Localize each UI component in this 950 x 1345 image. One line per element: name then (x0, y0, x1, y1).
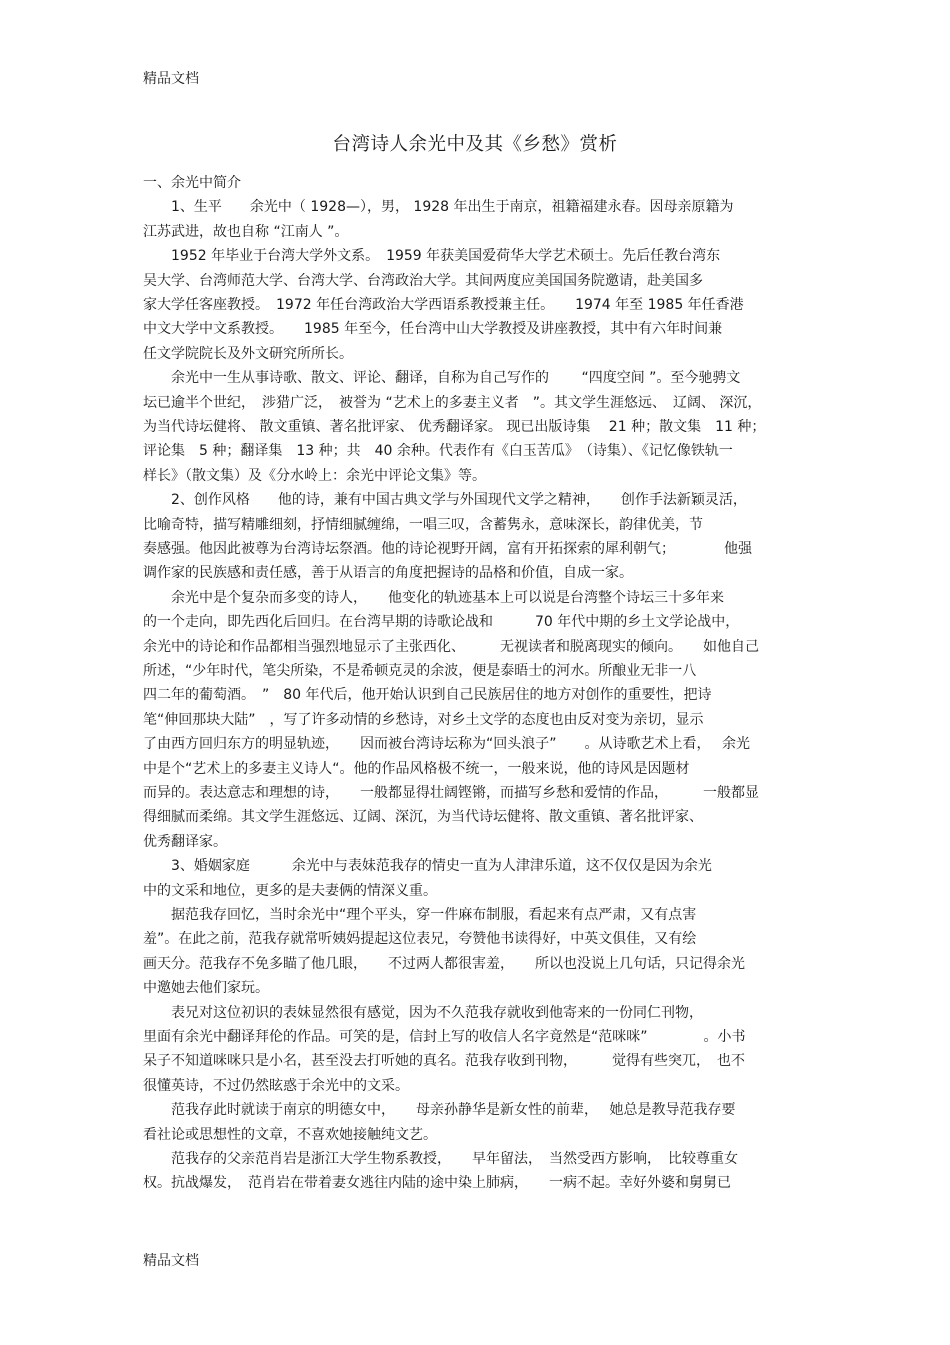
text-line: 比喻奇特，描写精雕细刻，抒情细腻缠绵，一唱三叹，含蓄隽永，意味深长，韵律优美，节 (143, 516, 703, 533)
text-line: 余光中一生从事诗歌、散文、评论、翻译，自称为自己写作的 “四度空间 ”。至今驰骋文 (143, 370, 741, 387)
text-line: 吴大学、台湾师范大学、台湾大学、台湾政治大学。其间两度应美国国务院邀请，赴美国多 (143, 272, 703, 289)
text-line: 1952 年毕业于台湾大学外文系。 1959 年获美国爱荷华大学艺术硕士。先后任教台湾东 (143, 248, 721, 265)
text-line: 笔“伸回那块大陆” ，写了许多动情的乡愁诗，对乡土文学的态度也由反对变为亲切，显示 (143, 711, 704, 728)
text-line: 家大学任客座教授。 1972 年任台湾政治大学西语系教授兼主任。 1974 年至 1985 年任香港 (143, 297, 744, 313)
page-footer: 精品文档 (143, 1253, 199, 1269)
text-line: 所述，“少年时代，笔尖所染，不是希顿克灵的余波，便是泰晤士的河水。所酿业无非一八 (143, 663, 697, 679)
text-line: 任文学院院长及外文研究所所长。 (143, 345, 353, 362)
text-line: 表兄对这位初识的表妹显然很有感觉，因为不久范我存就收到他寄来的一份同仁刊物， (143, 1004, 703, 1021)
text-line: 范我存此时就读于南京的明德女中， 母亲孙静华是新女性的前辈， 她总是教导范我存要 (143, 1102, 736, 1119)
text-line: 范我存的父亲范肖岩是浙江大学生物系教授， 早年留法， 当然受西方影响， 比较尊重女 (143, 1151, 738, 1167)
text-line: 了由西方回归东方的明显轨迹， 因而被台湾诗坛称为“回头浪子” 。从诗歌艺术上看， 余光 (143, 736, 750, 753)
text-line: 2、创作风格 他的诗，兼有中国古典文学与外国现代文学之精神， 创作手法新颖灵活， (143, 492, 747, 509)
text-line: 中文大学中文系教授。 1985 年至今，任台湾中山大学教授及讲座教授，其中有六年时间兼 (143, 321, 723, 338)
section-heading: 一、余光中简介 (143, 175, 241, 191)
text-line: 调作家的民族感和责任感，善于从语言的角度把握诗的品格和价值，自成一家。 (143, 565, 633, 582)
text-line: 评论集 5 种；翻译集 13 种；共 40 余种。代表作有《白玉苦瓜》 （诗集）、《记忆像铁轨一 (143, 443, 733, 460)
text-line: 羞”。在此之前，范我存就常听姨妈提起这位表兄，夸赞他书读得好，中英文俱佳，又有绘 (143, 931, 697, 948)
text-line: 为当代诗坛健将、 散文重镇、著名批评家、 优秀翻译家。 现已出版诗集 21 种；散文集 11 种； (143, 419, 766, 435)
text-line: 而异的。表达意志和理想的诗， 一般都显得壮阔铿锵，而描写乡愁和爱情的作品， 一般都显 (143, 785, 759, 801)
text-line: 呆子不知道咪咪只是小名，甚至没去打听她的真名。范我存收到刊物， 觉得有些突兀， 也不 (143, 1053, 745, 1070)
text-line: 的一个走向，即先西化后回归。在台湾早期的诗歌论战和 70 年代中期的乡土文学论战中， (143, 614, 740, 631)
text-line: 余光中的诗论和作品都相当强烈地显示了主张西化、 无视读者和脱离现实的倾向。 如他自己 (143, 638, 759, 655)
text-line: 得细腻而柔绵。其文学生涯悠远、辽阔、深沉，为当代诗坛健将、散文重镇、著名批评家、 (143, 809, 703, 826)
text-line: 1、生平 余光中（ 1928—），男， 1928 年出生于南京，祖籍福建永春。因母亲原籍为 (143, 199, 734, 216)
text-line: 奏感强。他因此被尊为台湾诗坛祭酒。他的诗论视野开阔，富有开拓探索的犀利朝气； 他强 (143, 541, 752, 557)
page-header: 精品文档 (143, 71, 199, 87)
text-line: 四二年的葡萄酒。 ” 80 年代后，他开始认识到自己民族居住的地方对创作的重要性，把诗 (143, 687, 712, 704)
text-line: 中邀她去他们家玩。 (143, 980, 269, 997)
text-line: 优秀翻译家。 (143, 833, 227, 850)
document-title: 台湾诗人余光中及其《乡愁》赏析 (332, 134, 618, 155)
text-line: 中是个“艺术上的多妻主义诗人“。他的作品风格极不统一，一般来说，他的诗风是因题材 (143, 760, 690, 777)
text-line: 看社论或思想性的文章，不喜欢她接触纯文艺。 (143, 1126, 437, 1143)
text-line: 据范我存回忆，当时余光中“理个平头，穿一件麻布制服，看起来有点严肃，又有点害 (143, 907, 697, 923)
text-line: 江苏武进，故也自称 “江南人 ”。 (143, 223, 349, 240)
text-line: 余光中是个复杂而多变的诗人， 他变化的轨迹基本上可以说是台湾整个诗坛三十多年来 (143, 589, 724, 606)
text-line: 里面有余光中翻译拜伦的作品。可笑的是，信封上写的收信人名字竟然是“范咪咪” 。小书 (143, 1029, 746, 1045)
text-line: 权。抗战爆发， 范肖岩在带着妻女逃往内陆的途中染上肺病， 一病不起。幸好外婆和舅舅已 (143, 1175, 731, 1192)
text-line: 3、婚姻家庭 余光中与表妹范我存的情史一直为人津津乐道，这不仅仅是因为余光 (143, 858, 712, 875)
text-line: 画天分。范我存不免多瞄了他几眼， 不过两人都很害羞， 所以也没说上几句话，只记得余光 (143, 955, 745, 972)
text-line: 中的文采和地位，更多的是夫妻俩的情深义重。 (143, 882, 437, 899)
text-line: 很懂英诗，不过仍然眩惑于余光中的文采。 (143, 1077, 409, 1094)
text-line: 坛已逾半个世纪， 涉猎广泛， 被誉为 “艺术上的多妻主义者 ”。其文学生涯悠远、 辽阔、 深沉， (143, 394, 762, 411)
text-line: 样长》（散文集）及《分水岭上：余光中评论文集》等。 (143, 467, 486, 484)
